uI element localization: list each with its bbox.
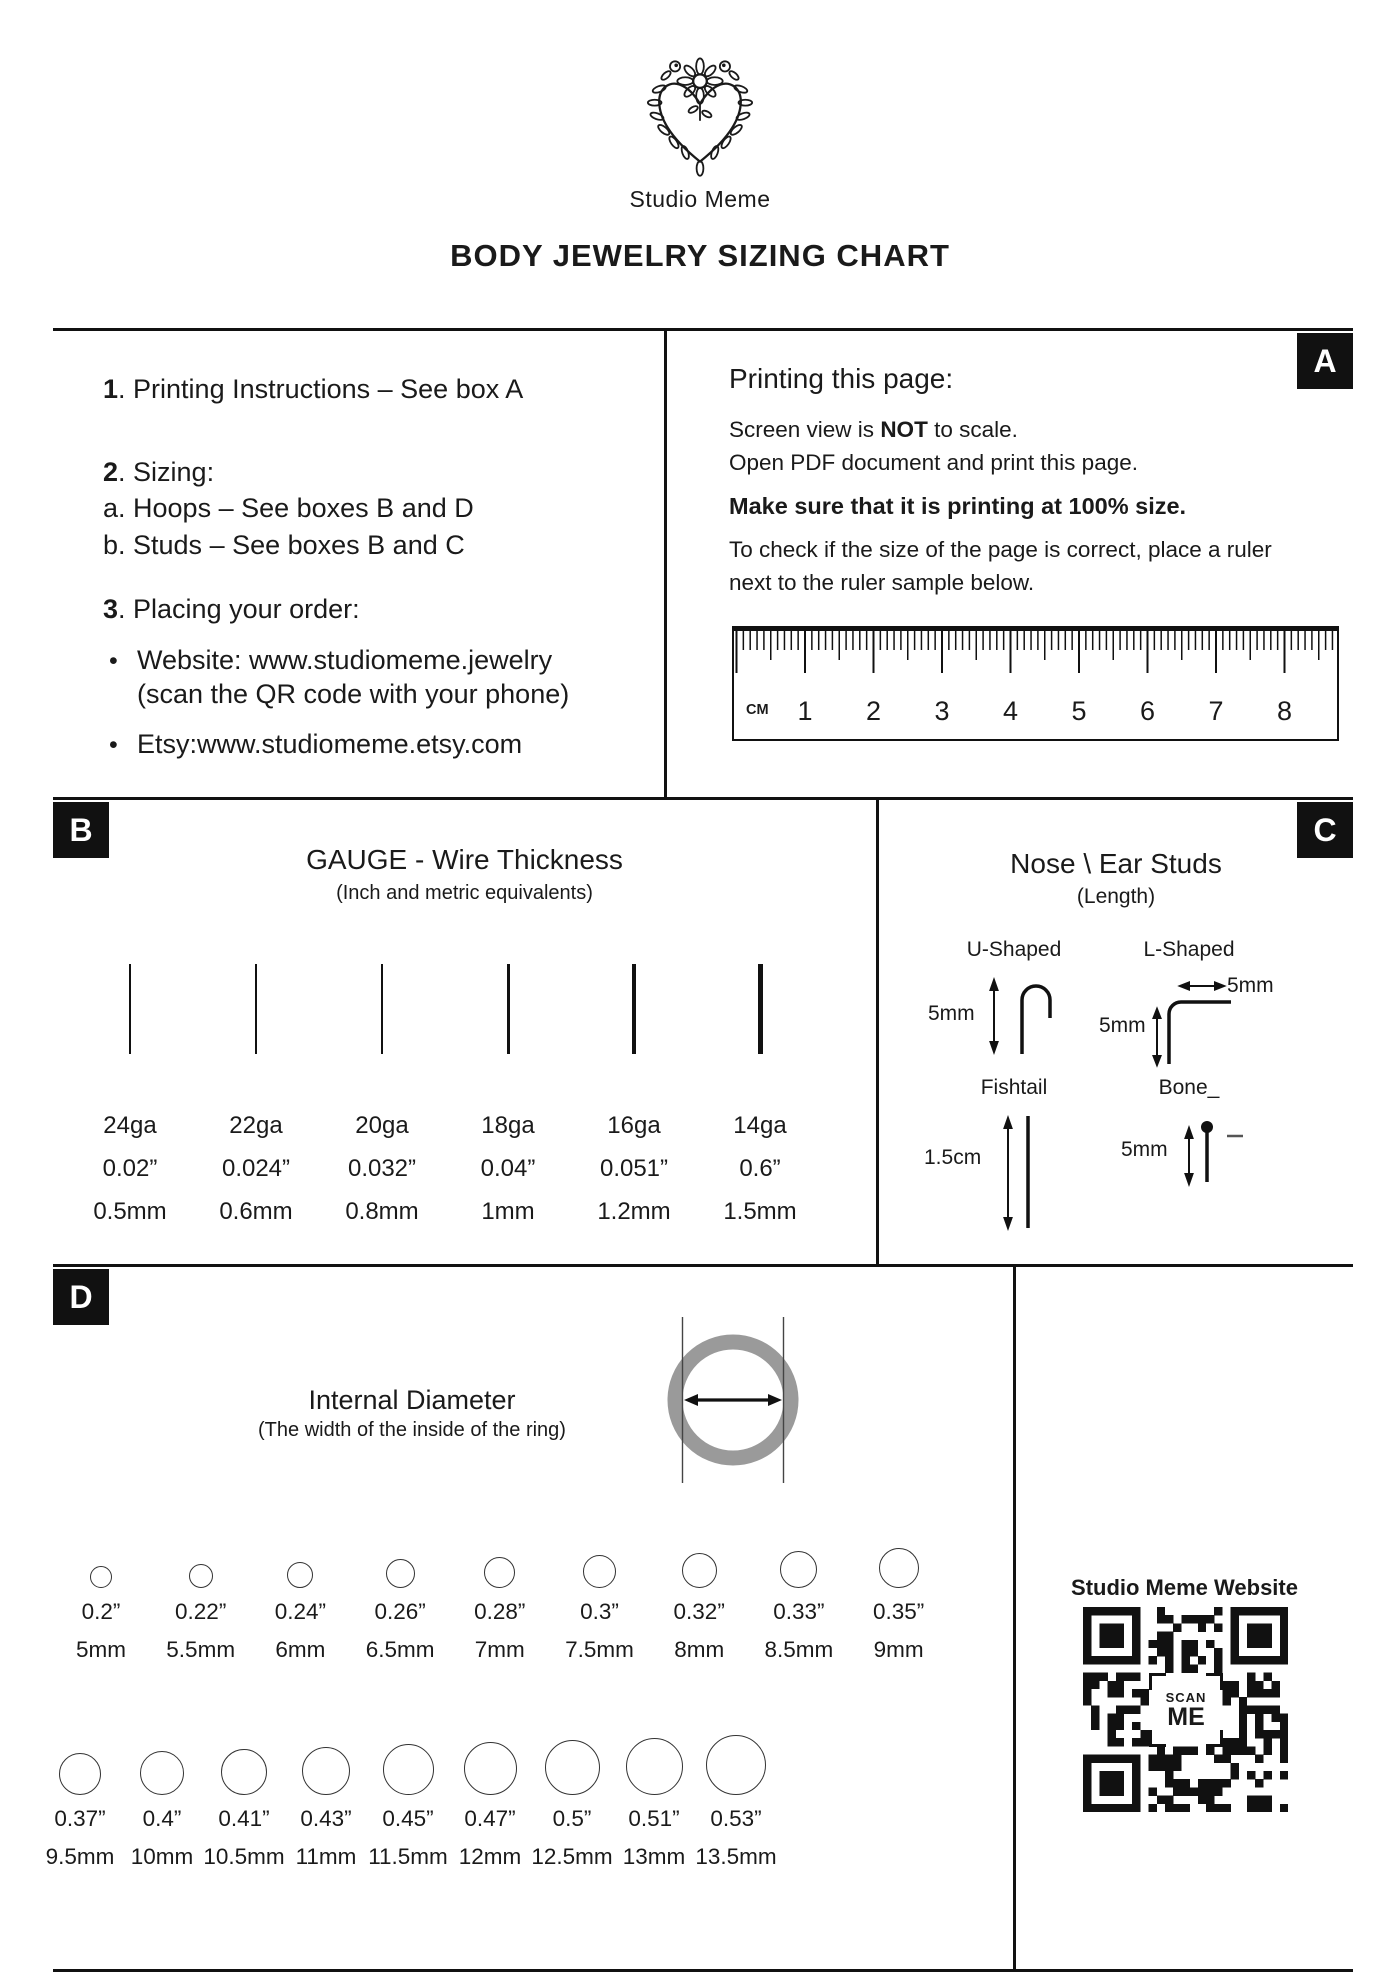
ruler-sample bbox=[732, 626, 1339, 741]
diameter-circle-box bbox=[649, 1546, 749, 1588]
brand-name: Studio Meme bbox=[629, 186, 771, 212]
diameter-mm: 9mm bbox=[873, 1637, 924, 1662]
instruction-item-1 bbox=[103, 371, 644, 407]
l-shaped-name: L-Shaped bbox=[1143, 938, 1235, 961]
ruler-number: 7 bbox=[1208, 696, 1224, 726]
scan-me-text: ME bbox=[1167, 1703, 1205, 1731]
bracket-corner bbox=[1206, 1730, 1223, 1747]
diameter-inch: 0.47” bbox=[464, 1806, 516, 1831]
diameter-inch: 0.5” bbox=[552, 1806, 592, 1831]
ruler-number: 4 bbox=[1002, 696, 1019, 726]
ruler-number: 2 bbox=[865, 696, 882, 726]
gauge-column bbox=[571, 964, 697, 1233]
bullet-icon: • bbox=[109, 647, 118, 675]
gauge-mm: 1.2mm bbox=[597, 1198, 671, 1225]
bracket-corner bbox=[1206, 1673, 1223, 1690]
gauge-mm: 0.6mm bbox=[219, 1198, 293, 1225]
diameter-circle bbox=[464, 1742, 517, 1795]
diameter-mm: 11.5mm bbox=[368, 1844, 448, 1869]
diameter-mm: 5mm bbox=[76, 1637, 126, 1662]
website-link-text: Website: www.studiomeme.jewelry bbox=[137, 645, 553, 675]
instructions-panel bbox=[53, 331, 664, 797]
diameter-circle bbox=[383, 1744, 434, 1795]
ruler-number: 1 bbox=[797, 696, 813, 726]
fishtail-stud bbox=[924, 1076, 1104, 1240]
diameter-mm: 5.5mm bbox=[166, 1637, 236, 1662]
diameter-inch: 0.35” bbox=[872, 1599, 925, 1624]
u-shaped-length: 5mm bbox=[928, 1002, 975, 1025]
gauge-mm: 0.5mm bbox=[93, 1198, 167, 1225]
diameter-mm: 10mm bbox=[130, 1844, 194, 1869]
diameter-mm: 6.5mm bbox=[365, 1637, 435, 1662]
instruction-item-2 bbox=[103, 454, 644, 490]
box-a-line-3: Make sure that it is printing at 100% size. bbox=[729, 493, 1187, 519]
diameter-circle bbox=[59, 1753, 101, 1795]
diameter-mm: 13.5mm bbox=[695, 1844, 777, 1869]
diameter-item bbox=[686, 1733, 786, 1871]
diameter-inch: 0.41” bbox=[218, 1806, 270, 1831]
diameter-circle bbox=[287, 1562, 313, 1588]
box-b-subtitle: (Inch and metric equivalents) bbox=[336, 882, 593, 904]
qr-title: Studio Meme Website bbox=[1071, 1575, 1298, 1600]
diameter-circle bbox=[682, 1553, 717, 1588]
line-1-post: to scale. bbox=[927, 417, 1018, 442]
diameter-circle bbox=[626, 1738, 683, 1795]
diameter-circle-box bbox=[686, 1733, 786, 1795]
u-shaped-diagram-icon bbox=[982, 972, 1092, 1067]
diameter-circle-box bbox=[350, 1546, 450, 1588]
box-d-label: D bbox=[53, 1269, 109, 1325]
gauge-value: 18ga bbox=[481, 1112, 535, 1139]
l-shaped-stud bbox=[1099, 938, 1279, 1092]
line-4a: To check if the size of the page is correct, place a ruler bbox=[729, 537, 1272, 562]
diameter-circle bbox=[879, 1548, 919, 1588]
diameter-item bbox=[450, 1546, 550, 1664]
diameter-inch: 0.22” bbox=[175, 1599, 227, 1624]
diameter-item bbox=[649, 1546, 749, 1664]
ring-diameter-icon bbox=[648, 1315, 818, 1485]
gauge-column bbox=[67, 964, 193, 1233]
gauge-mm: 1.5mm bbox=[723, 1198, 797, 1225]
box-c-title: Nose \ Ear Studs bbox=[1010, 848, 1222, 879]
diameter-circle-box bbox=[849, 1546, 949, 1588]
diameter-item bbox=[151, 1546, 251, 1664]
box-b-gauge bbox=[53, 800, 876, 1264]
gauge-column bbox=[445, 964, 571, 1233]
gauge-inch: 0.6” bbox=[739, 1155, 781, 1182]
u-shaped-name: U-Shaped bbox=[966, 938, 1062, 961]
fishtail-diagram-icon bbox=[992, 1110, 1072, 1235]
instruction-item-2a: a. Hoops – See boxes B and D bbox=[103, 493, 474, 523]
diameter-mm: 11mm bbox=[295, 1844, 357, 1869]
website-bullet bbox=[103, 643, 644, 711]
diameter-inch: 0.37” bbox=[54, 1806, 106, 1831]
diameter-inch: 0.28” bbox=[474, 1599, 526, 1624]
diameter-mm: 7.5mm bbox=[565, 1637, 634, 1662]
box-a-line-4 bbox=[729, 533, 1333, 599]
diameter-inch: 0.3” bbox=[580, 1599, 619, 1624]
fishtail-name: Fishtail bbox=[980, 1076, 1048, 1099]
box-a-label: A bbox=[1297, 333, 1353, 389]
diameter-item bbox=[350, 1546, 450, 1664]
diameter-item bbox=[51, 1546, 151, 1664]
diameter-inch: 0.53” bbox=[710, 1806, 762, 1831]
diameter-inch: 0.45” bbox=[382, 1806, 434, 1831]
gauge-column bbox=[319, 964, 445, 1233]
scan-me-frame bbox=[1149, 1673, 1223, 1747]
diameter-mm: 7mm bbox=[474, 1637, 525, 1662]
diameter-mm: 12mm bbox=[458, 1844, 522, 1869]
ruler-ticks bbox=[734, 631, 1335, 739]
gauge-inch: 0.02” bbox=[102, 1155, 158, 1182]
gauge-column bbox=[697, 964, 823, 1233]
instruction-item-3 bbox=[103, 591, 644, 627]
gauge-inch: 0.051” bbox=[599, 1155, 669, 1182]
gauge-inch: 0.032” bbox=[347, 1155, 417, 1182]
diameter-inch: 0.51” bbox=[628, 1806, 680, 1831]
box-a-line-2: Open PDF document and print this page. bbox=[729, 450, 1138, 475]
gauge-inch: 0.04” bbox=[480, 1155, 536, 1182]
box-d-diameter bbox=[45, 1267, 1013, 1969]
diameter-circle bbox=[221, 1749, 267, 1795]
box-c-studs bbox=[876, 800, 1353, 1264]
ruler-unit-label: CM bbox=[746, 702, 769, 718]
diameter-inch: 0.43” bbox=[300, 1806, 352, 1831]
l-shaped-diagram-icon bbox=[1099, 972, 1279, 1072]
gauge-wire-line bbox=[129, 964, 131, 1054]
diameter-circle bbox=[780, 1551, 817, 1588]
diameter-item bbox=[849, 1546, 949, 1664]
item-2-text: . Sizing: bbox=[118, 457, 215, 487]
gauge-mm: 0.8mm bbox=[345, 1198, 419, 1225]
gauge-mm: 1mm bbox=[481, 1198, 535, 1225]
l-shaped-width: 5mm bbox=[1227, 974, 1274, 997]
gauge-column bbox=[193, 964, 319, 1233]
gauge-wire-line bbox=[255, 964, 257, 1054]
diameter-inch: 0.26” bbox=[374, 1599, 426, 1624]
section-middle bbox=[53, 797, 1353, 1264]
diameter-mm: 10.5mm bbox=[203, 1844, 285, 1869]
diameter-mm: 6mm bbox=[275, 1637, 326, 1662]
bracket-corner bbox=[1149, 1673, 1166, 1690]
diameter-circle bbox=[545, 1740, 600, 1795]
diameter-mm: 12.5mm bbox=[531, 1844, 613, 1869]
box-b-label: B bbox=[53, 802, 109, 858]
l-shaped-length: 5mm bbox=[1099, 1014, 1146, 1037]
box-c-label: C bbox=[1297, 802, 1353, 858]
diameter-circle bbox=[386, 1559, 415, 1588]
diameter-mm: 8mm bbox=[674, 1637, 725, 1662]
diameter-item bbox=[250, 1546, 350, 1664]
website-link-note: (scan the QR code with your phone) bbox=[137, 679, 570, 709]
diameter-circle-box bbox=[550, 1546, 650, 1588]
bone-name: Bone_ bbox=[1158, 1076, 1220, 1099]
gauge-value: 14ga bbox=[733, 1112, 787, 1139]
gauge-wire-line bbox=[632, 964, 636, 1054]
line-1-pre: Screen view is bbox=[729, 417, 881, 442]
diameter-circle bbox=[706, 1735, 766, 1795]
instruction-item-2b: b. Studs – See boxes B and C bbox=[103, 530, 465, 560]
diameter-mm: 13mm bbox=[622, 1844, 686, 1869]
bone-length: 5mm bbox=[1121, 1138, 1168, 1161]
item-1-number: 1 bbox=[103, 374, 119, 404]
bullet-icon: • bbox=[109, 731, 118, 759]
diameter-inch: 0.32” bbox=[673, 1599, 725, 1624]
bracket-corner bbox=[1149, 1730, 1166, 1747]
studio-meme-logo bbox=[632, 44, 768, 184]
qr-panel bbox=[1013, 1267, 1353, 1969]
gauge-value: 24ga bbox=[103, 1112, 157, 1139]
etsy-bullet bbox=[103, 727, 644, 763]
gauge-value: 16ga bbox=[607, 1112, 661, 1139]
bone-stud bbox=[1099, 1076, 1279, 1240]
diameter-inch: 0.33” bbox=[773, 1599, 825, 1624]
ruler-number: 3 bbox=[934, 696, 950, 726]
section-bottom bbox=[45, 1264, 1353, 1972]
u-shaped-stud bbox=[924, 938, 1104, 1092]
diameter-mm: 9.5mm bbox=[45, 1844, 115, 1869]
diameter-circle bbox=[583, 1555, 616, 1588]
ruler-number: 5 bbox=[1071, 696, 1087, 726]
gauge-value: 22ga bbox=[229, 1112, 283, 1139]
diameter-circle-box bbox=[151, 1546, 251, 1588]
diameter-inch: 0.4” bbox=[142, 1806, 182, 1831]
etsy-link-text: Etsy:www.studiomeme.etsy.com bbox=[137, 729, 523, 759]
gauge-wire-line bbox=[381, 964, 384, 1054]
box-a-printing bbox=[664, 331, 1353, 797]
box-a-heading: Printing this page: bbox=[729, 363, 954, 394]
item-2-number: 2 bbox=[103, 457, 119, 487]
box-c-subtitle: (Length) bbox=[1076, 885, 1156, 908]
section-top bbox=[53, 328, 1353, 797]
diameter-circle-box bbox=[250, 1546, 350, 1588]
bone-diagram-icon bbox=[1177, 1110, 1277, 1210]
box-b-title: GAUGE - Wire Thickness bbox=[306, 844, 623, 875]
box-a-line-1 bbox=[729, 413, 1333, 479]
diameter-item bbox=[550, 1546, 650, 1664]
scan-me-text: SCAN bbox=[1165, 1690, 1207, 1705]
diameter-circle bbox=[302, 1747, 350, 1795]
diameter-circle bbox=[189, 1564, 213, 1588]
diameter-item bbox=[749, 1546, 849, 1664]
diameter-inch: 0.2” bbox=[81, 1599, 121, 1624]
diameter-circle bbox=[90, 1566, 112, 1588]
item-3-number: 3 bbox=[103, 594, 119, 624]
box-d-subtitle: (The width of the inside of the ring) bbox=[258, 1419, 566, 1441]
line-1-bold: NOT bbox=[880, 417, 928, 442]
diameter-inch: 0.24” bbox=[274, 1599, 327, 1624]
gauge-chart bbox=[53, 964, 876, 1254]
fishtail-length: 1.5cm bbox=[924, 1146, 982, 1169]
line-4b: next to the ruler sample below. bbox=[729, 570, 1035, 595]
gauge-inch: 0.024” bbox=[221, 1155, 291, 1182]
diameter-circle-box bbox=[51, 1546, 151, 1588]
ruler-number: 8 bbox=[1276, 696, 1293, 726]
diameter-circle-box bbox=[450, 1546, 550, 1588]
box-d-title: Internal Diameter bbox=[308, 1385, 516, 1415]
diameter-circle bbox=[140, 1751, 184, 1795]
item-3-text: . Placing your order: bbox=[118, 594, 360, 624]
diameter-circle bbox=[484, 1557, 515, 1588]
item-1-text: . Printing Instructions – See box A bbox=[118, 374, 524, 404]
page-title: BODY JEWELRY SIZING CHART bbox=[450, 238, 950, 273]
diameter-circle-box bbox=[749, 1546, 849, 1588]
diameter-mm: 8.5mm bbox=[764, 1637, 834, 1662]
gauge-value: 20ga bbox=[355, 1112, 409, 1139]
gauge-wire-line bbox=[758, 964, 763, 1054]
ruler-number: 6 bbox=[1139, 696, 1156, 726]
gauge-wire-line bbox=[507, 964, 510, 1054]
